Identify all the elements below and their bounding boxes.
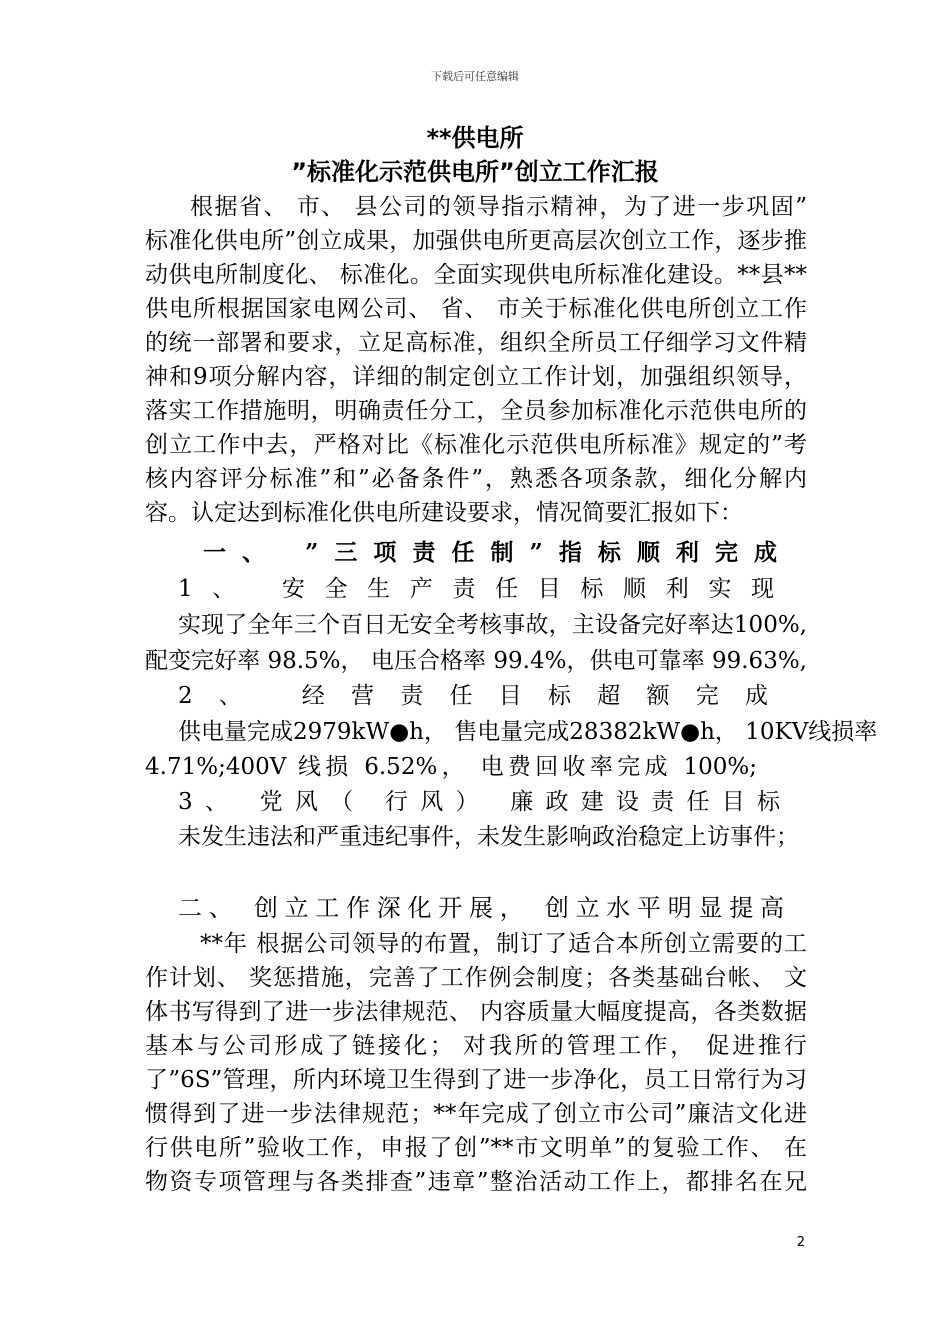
section2-line: 物资专项管理与各类排查”违章”整治活动工作上，都排名在兄 [145,1169,807,1195]
intro-line: 核内容评分标准”和”必备条件”，熟悉各项条款，细化分解内 [145,466,807,492]
section2-line: 了”6S”管理，所内环境卫生得到了进一步净化，员工日常行为习 [145,1067,807,1093]
header-note: 下载后可任意编辑 [431,70,519,83]
intro-line: 供电所根据国家电网公司、 省、 市关于标准化供电所创立工作 [145,296,807,322]
document-title-line2: ”标准化示范供电所”创立工作汇报 [291,158,659,186]
section2-line: 基本与公司形成了链接化； 对我所的管理工作， 促进推行 [145,1033,807,1059]
section2-line: **年 根据公司领导的布置，制订了适合本所创立需要的工 [200,931,807,957]
intro-line: 创立工作中去，严格对比《标准化示范供电所标准》规定的”考 [145,432,807,458]
section1-sub1-heading: 1、 安全生产责任目标顺利实现 [178,576,774,602]
section1-sub2-heading: 2、 经营责任目标超额完成 [178,683,768,709]
section2-line: 惯得到了进一步法律规范；**年完成了创立市公司”廉洁文化进 [145,1101,807,1127]
section1-heading: 一、 ”三项责任制”指标顺利完成 [203,539,777,566]
section2-heading: 二、 创立工作深化开展， 创立水平明显提高 [178,894,784,922]
intro-line: 根据省、 市、 县公司的领导指示精神，为了进一步巩固” [190,194,807,220]
section1-sub1-line: 配变完好率 98.5%， 电压合格率 99.4%，供电可靠率 99.63%, [145,648,807,674]
intro-line: 的统一部署和要求，立足高标准，组织全所员工仔细学习文件精 [145,330,807,356]
section1-sub3-line: 未发生违法和严重违纪事件，未发生影响政治稳定上访事件； [178,824,799,850]
section2-line: 作计划、 奖惩措施，完善了工作例会制度；各类基础台帐、 文 [145,965,807,991]
page-number: 2 [796,1235,805,1250]
intro-line: 神和9项分解内容，详细的制定创立工作计划，加强组织领导， [145,364,807,390]
section1-sub3-heading: 3、 党风（ 行风） 廉政建设责任目标 [178,789,780,815]
document-title-line1: **供电所 [426,124,524,152]
section2-line: 体书写得到了进一步法律规范、 内容质量大幅度提高，各类数据 [145,999,807,1025]
section1-sub2-line: 4.71%;400V 线损 6.52%， 电费回收率完成 100%; [145,754,757,780]
section1-sub1-line: 实现了全年三个百日无安全考核事故，主设备完好率达100%, [178,612,807,638]
section2-line: 行供电所”验收工作，申报了创”**市文明单”的复验工作、 在 [145,1135,807,1161]
intro-line: 落实工作措施明，明确责任分工，全员参加标准化示范供电所的 [145,398,807,424]
intro-line: 标准化供电所”创立成果，加强供电所更高层次创立工作，逐步推 [145,228,807,254]
intro-line: 动供电所制度化、 标准化。全面实现供电所标准化建设。**县** [145,262,807,288]
intro-line: 容。认定达到标准化供电所建设要求，情况简要汇报如下： [145,500,743,526]
section1-sub2-line: 供电量完成2979kW●h， 售电量完成28382kW●h， 10KV线损率 [178,719,878,745]
